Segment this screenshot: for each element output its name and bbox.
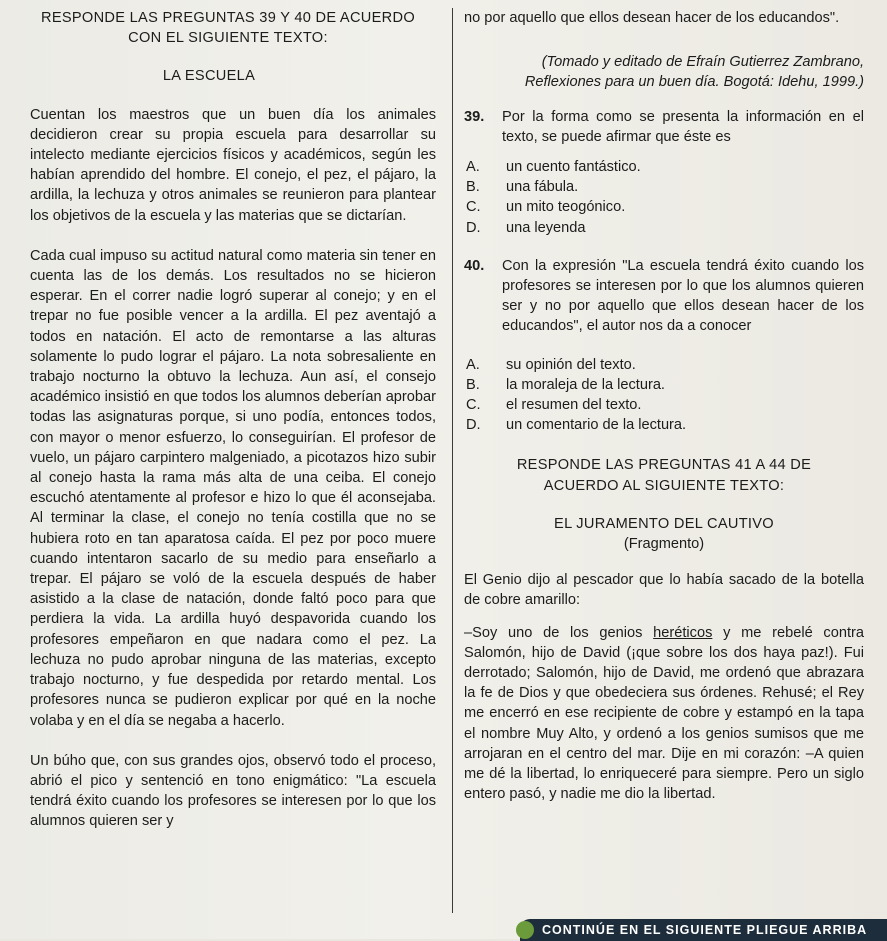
continue-label: CONTINÚE EN EL SIGUIENTE PLIEGUE ARRIBA (542, 923, 868, 937)
option-40-a[interactable]: A. su opinión del texto. (466, 356, 636, 373)
question-number: 40. (464, 257, 485, 274)
question-40 (464, 256, 864, 337)
story-paragraph-2: Cada cual impuso su actitud natural como materia sin tener en cuenta las de los demás. Los resultados no se hicieron esperar. En el correr nadie logró superar al conejo; y en el trepar no fue posible vencer a la ardilla. El pez aventajó a todos en natación. El acto de remontarse a las alturas solamente lo pudo lograr el pájaro. La nota sobresaliente en trabajo nocturno la obtuvo la lechuza. Aun así, el consejo académico insistió en que todos los alumnos deberían aprobar todas las asignaturas porque, si uno podía, entonces todos, con mayor o menor esfuerzo, lo conseguirían. El profesor de vuelo, un pájaro carpintero malgeniado, a picotazos hizo subir al conejo hasta la rama más alta de una ceiba. El conejo escuchó atentamente al profesor e hizo lo que él aconsejaba. Al terminar la clase, el conejo no tenía costilla que no se hubiera roto en tan aparatosa caída. El pez por poco muere cuando intentaron sacarlo de su medio para enseñarlo a trepar. El pájaro se voló de la escuela después de haber asistido a la clase de natación, donde faltó poco para que perdiera la vida. La ardilla huyó despavorida cuando los profesores empeñaron en que nadara como el pez. La lechuza no pudo aprobar ninguna de las materias, excepto trabajo nocturno, y fue despedida por retardo mental. Los profesores nunca se pudieron explicar por qué en la noche volaba y en el día se negaba a hacerlo. (30, 247, 436, 729)
story2-title: EL JURAMENTO DEL CAUTIVO (554, 515, 774, 532)
story2-paragraph-2: –Soy uno de los genios heréticos y me rebelé contra Salomón, hijo de David (¡que sobre los dos haya paz!). Fui derrotado; Salomón, hijo de David, me ordenó que abrazara la fe de Dios y que obedeciera sus órdenes. Rehusé; el Rey me encerró en ese recipiente de cobre y estampó en la tapa el nombre Muy Alto, y ordenó a los genios sumisos que me arrojaran en el centro del mar. Dije en mi corazón: –A quien me dé la libertad, lo enriqueceré para siempre. Pero un siglo entero pasó, y nadie me dio la libertad. (464, 624, 864, 803)
question-text: Por la forma como se presenta la información en el texto, se puede afirmar que éste es (502, 108, 864, 145)
column-divider (452, 8, 453, 913)
option-39-b[interactable]: B. una fábula. (466, 179, 579, 196)
badge-icon (516, 921, 534, 939)
question-text: Con la expresión "La escuela tendrá éxito cuando los profesores se interesen por lo que los alumnos quieren ser y no por aquello que ellos desean hacer de los educandos", el autor nos da a conocer (502, 257, 864, 335)
underlined-word: heréticos (653, 624, 713, 641)
right-column (464, 8, 864, 805)
story-paragraph-1: Cuentan los maestros que un buen día los animales decidieron crear su propia escuela para desarrollar su intelecto mediante ejercicios físicos y académicos, según les habían aprendido del hombre. El conejo, el pez, el pájaro, la ardilla, la lechuza y otros animales se reunieron para plantear los objetivos de la escuela y las materias que se dictarían. (30, 106, 436, 224)
story-continuation: no por aquello que ellos desean hacer de los educandos". (464, 10, 840, 26)
continue-banner (520, 919, 887, 941)
option-40-b[interactable]: B. la moraleja de la lectura. (466, 376, 665, 393)
option-39-d[interactable]: D. una leyenda (466, 219, 586, 236)
instruction-heading: RESPONDE LAS PREGUNTAS 39 Y 40 DE ACUERDO CON EL SIGUIENTE TEXTO: (40, 10, 416, 47)
instruction-heading-2: RESPONDE LAS PREGUNTAS 41 A 44 DE ACUERDO AL SIGUIENTE TEXTO: (516, 457, 812, 494)
option-39-a[interactable]: A. un cuento fantástico. (466, 159, 641, 176)
option-40-c[interactable]: C. el resumen del texto. (466, 397, 642, 414)
story2-paragraph-1: El Genio dijo al pescador que lo había sacado de la botella de cobre amarillo: (464, 572, 864, 609)
left-column (30, 8, 436, 832)
option-40-d[interactable]: D. un comentario de la lectura. (466, 417, 687, 434)
story2-subtitle: (Fragmento) (623, 536, 705, 553)
question-number: 39. (464, 108, 485, 125)
story-paragraph-3: Un búho que, con sus grandes ojos, observó todo el proceso, abrió el pico y sentenció en tono enigmático: "La escuela tendrá éxito cuando los profesores se interesen por lo que los alumnos quieren ser y (30, 752, 436, 830)
option-39-c[interactable]: C. un mito teogónico. (466, 199, 626, 216)
source-citation: (Tomado y editado de Efraín Gutierrez Zambrano, Reflexiones para un buen día. Bogotá: Idehu, 1999.) (524, 54, 864, 91)
story-title: LA ESCUELA (162, 68, 256, 85)
question-39 (464, 107, 864, 147)
